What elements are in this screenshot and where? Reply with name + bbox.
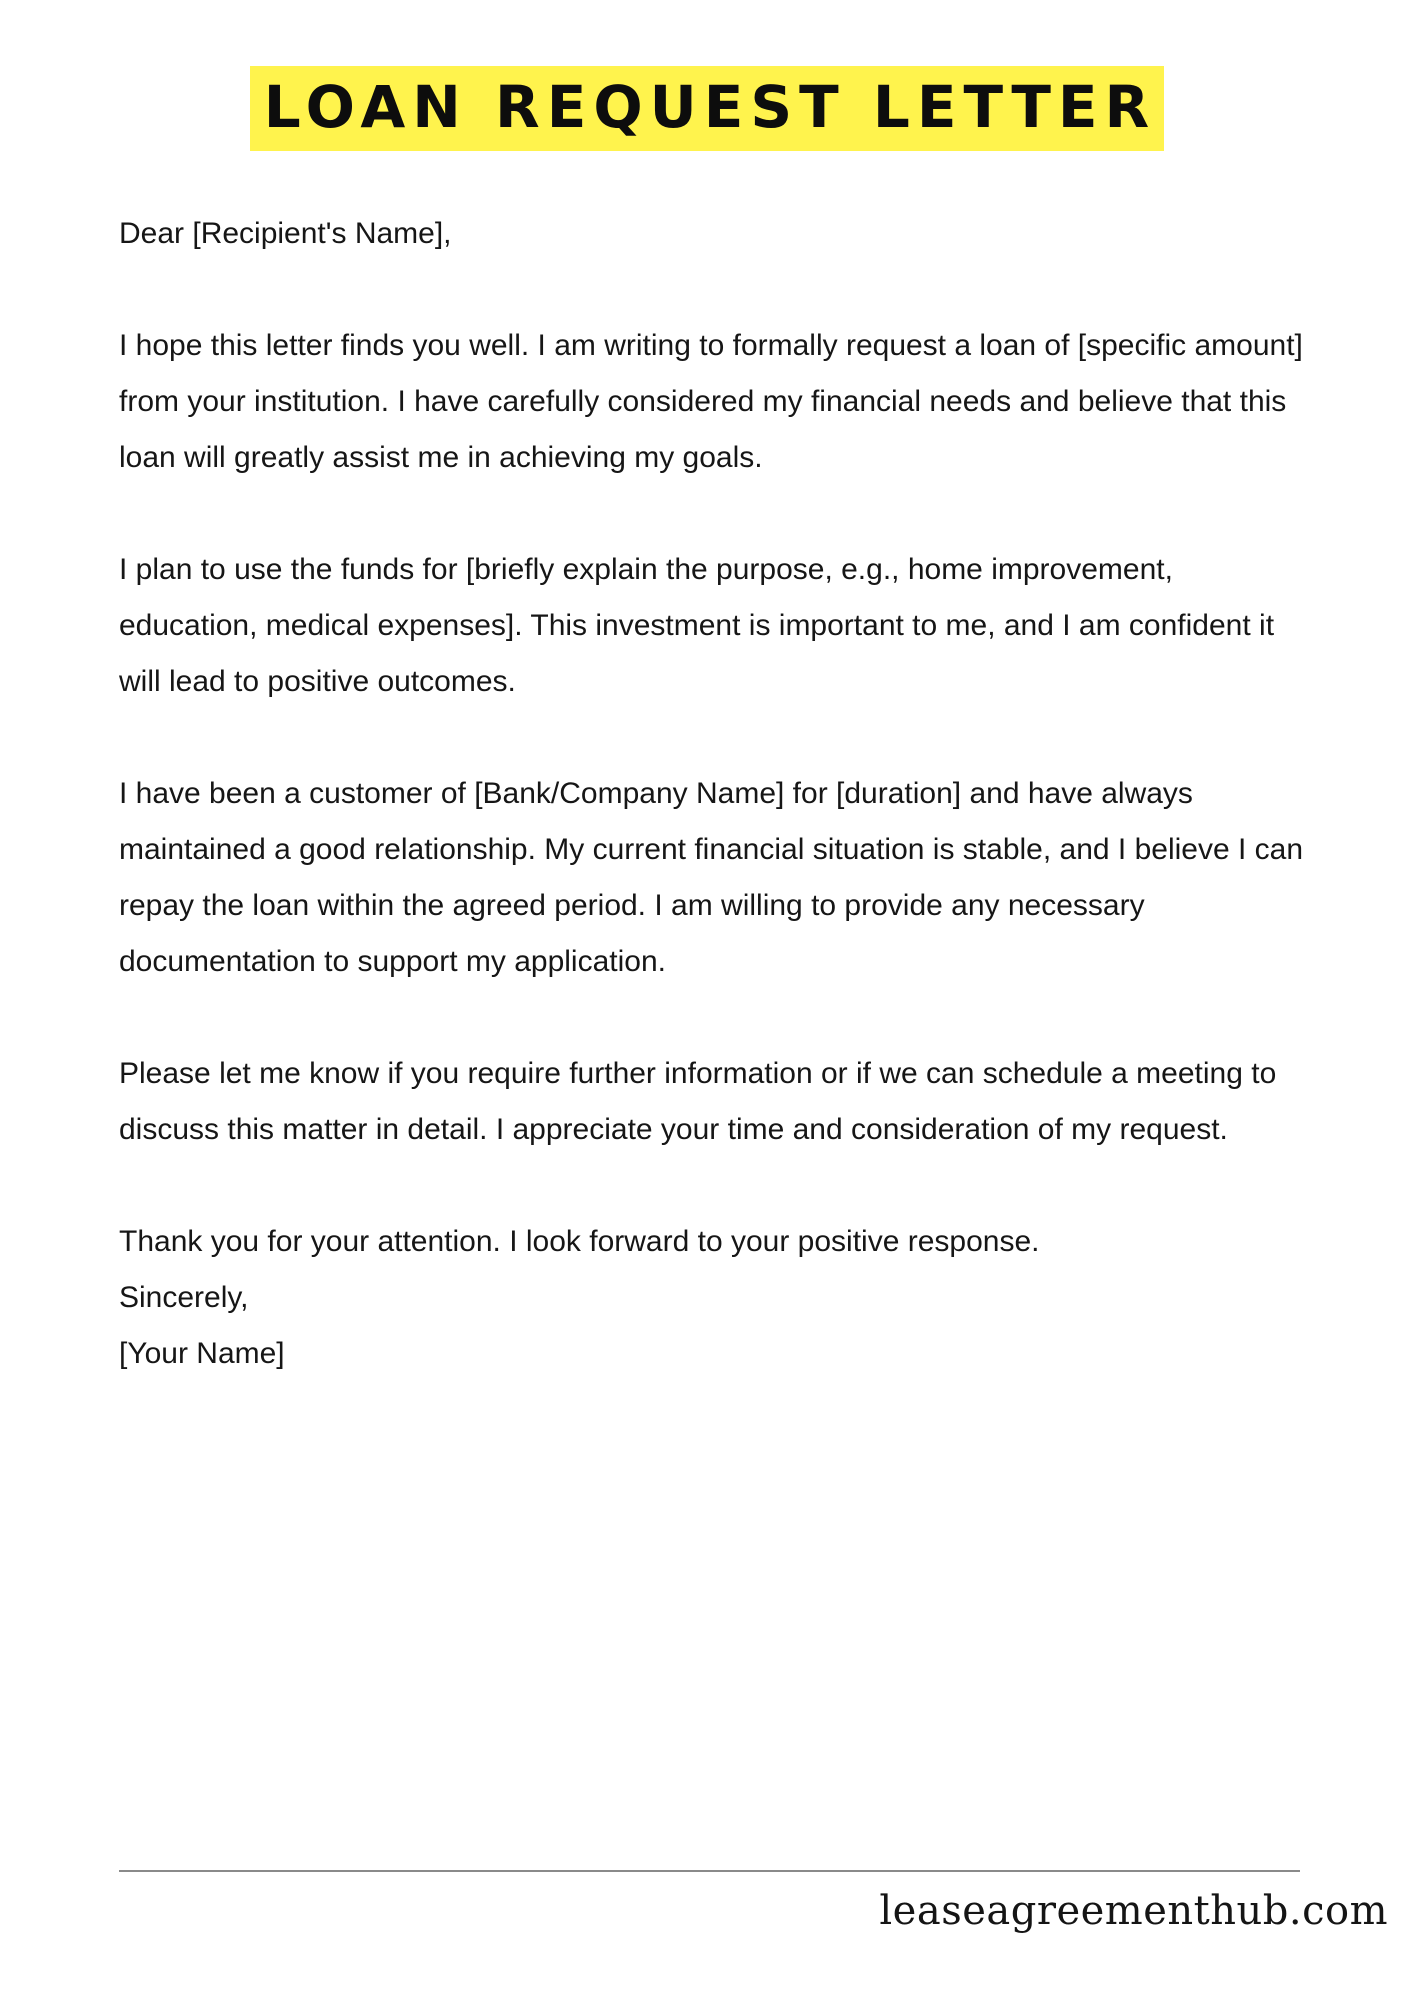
paragraph-intro: I hope this letter finds you well. I am writing to formally request a loan of [specific amount] from your institution. I have carefully considered my financial needs and believe that this loan will greatly assist me in achieving my goals. bbox=[119, 329, 1303, 474]
salutation: Dear [Recipient's Name], bbox=[119, 217, 452, 250]
paragraph-request-meeting: Please let me know if you require further information or if we can schedule a meeting to discuss this matter in detail. I appreciate your time and consideration of my request. bbox=[119, 1057, 1277, 1146]
paragraph-purpose: I plan to use the funds for [briefly explain the purpose, e.g., home improvement, education, medical expenses]. This investment is important to me, and I am confident it will lead to positive outcomes. bbox=[119, 553, 1275, 698]
footer-divider bbox=[119, 1870, 1300, 1872]
paragraph-relationship: I have been a customer of [Bank/Company Name] for [duration] and have always maintained a good relationship. My current financial situation is stable, and I believe I can repay the loan within the agreed period. I am willing to provide any necessary documentation to support my application. bbox=[119, 777, 1304, 978]
closing: Sincerely, bbox=[119, 1281, 249, 1314]
paragraph-thanks: Thank you for your attention. I look forward to your positive response. bbox=[119, 1225, 1040, 1258]
footer-brand: leaseagreementhub.com bbox=[879, 1888, 1388, 1934]
signature-placeholder: [Your Name] bbox=[119, 1337, 285, 1370]
letter-body bbox=[119, 206, 1319, 1382]
page-title: LOAN REQUEST LETTER bbox=[250, 66, 1164, 151]
title-wrapper bbox=[0, 66, 1414, 151]
